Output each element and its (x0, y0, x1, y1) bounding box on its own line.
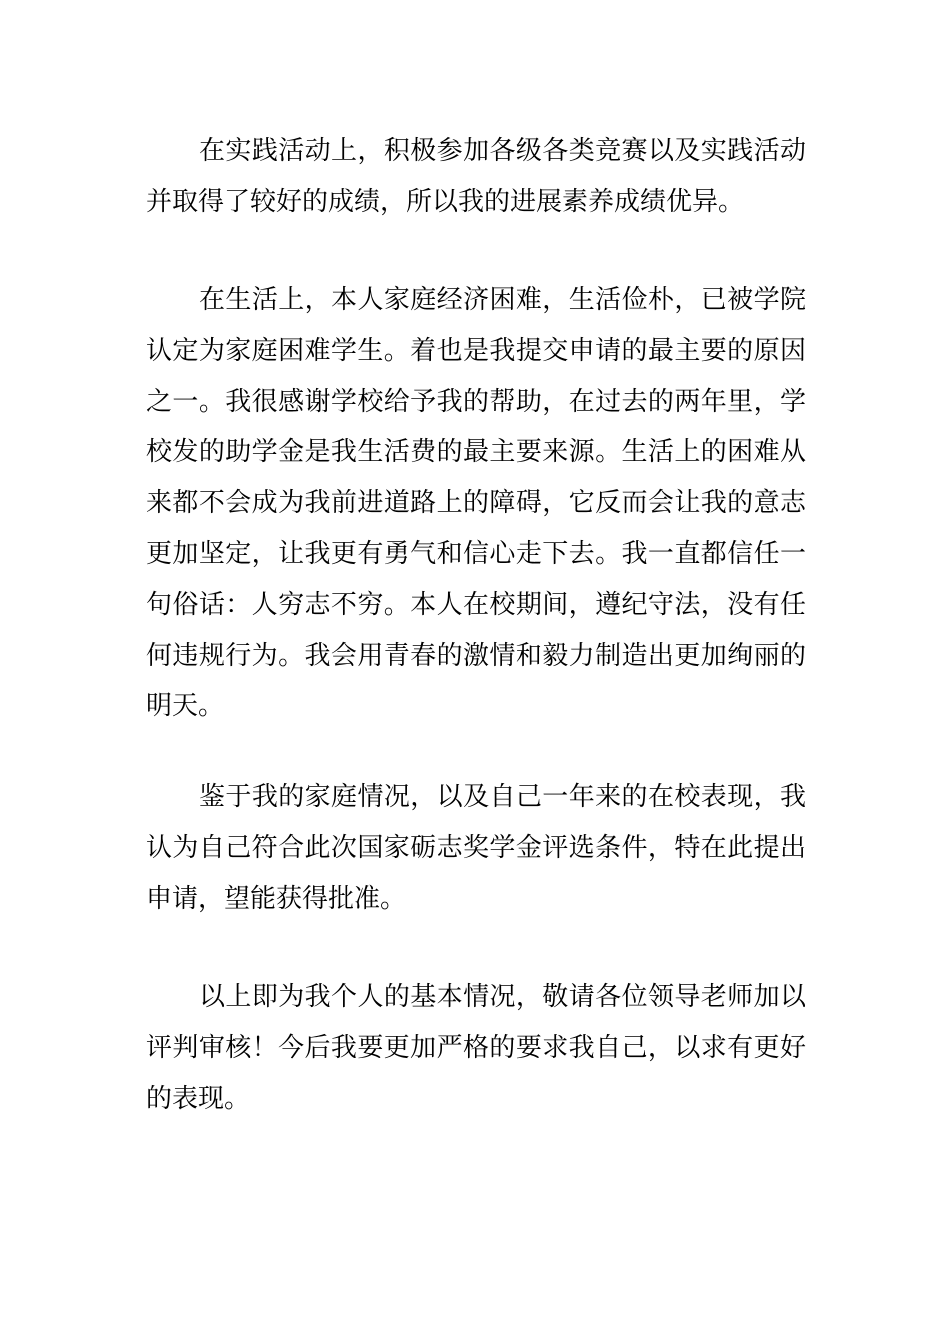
paragraph-living-situation: 在生活上，本人家庭经济困难，生活俭朴，已被学院认定为家庭困难学生。着也是我提交申请的最主要的原因之一。我很感谢学校给予我的帮助，在过去的两年里，学校发的助学金是我生活费的最主要来源。生活上的困难从来都不会成为我前进道路上的障碍，它反而会让我的意志更加坚定，让我更有勇气和信心走下去。我一直都信任一句俗话：人穷志不穷。本人在校期间，遵纪守法，没有任何违规行为。我会用青春的激情和毅力制造出更加绚丽的明天。 (146, 285, 806, 722)
paragraph-closing: 以上即为我个人的基本情况，敬请各位领导老师加以评判审核！今后我要更加严格的要求我自己，以求有更好的表现。 (146, 982, 806, 1114)
paragraph-practice-activities: 在实践活动上，积极参加各级各类竞赛以及实践活动并取得了较好的成绩，所以我的进展素养成绩优异。 (146, 136, 806, 217)
paragraph-application-request: 鉴于我的家庭情况，以及自己一年来的在校表现，我认为自己符合此次国家砺志奖学金评选条件，特在此提出申请，望能获得批准。 (146, 782, 806, 914)
